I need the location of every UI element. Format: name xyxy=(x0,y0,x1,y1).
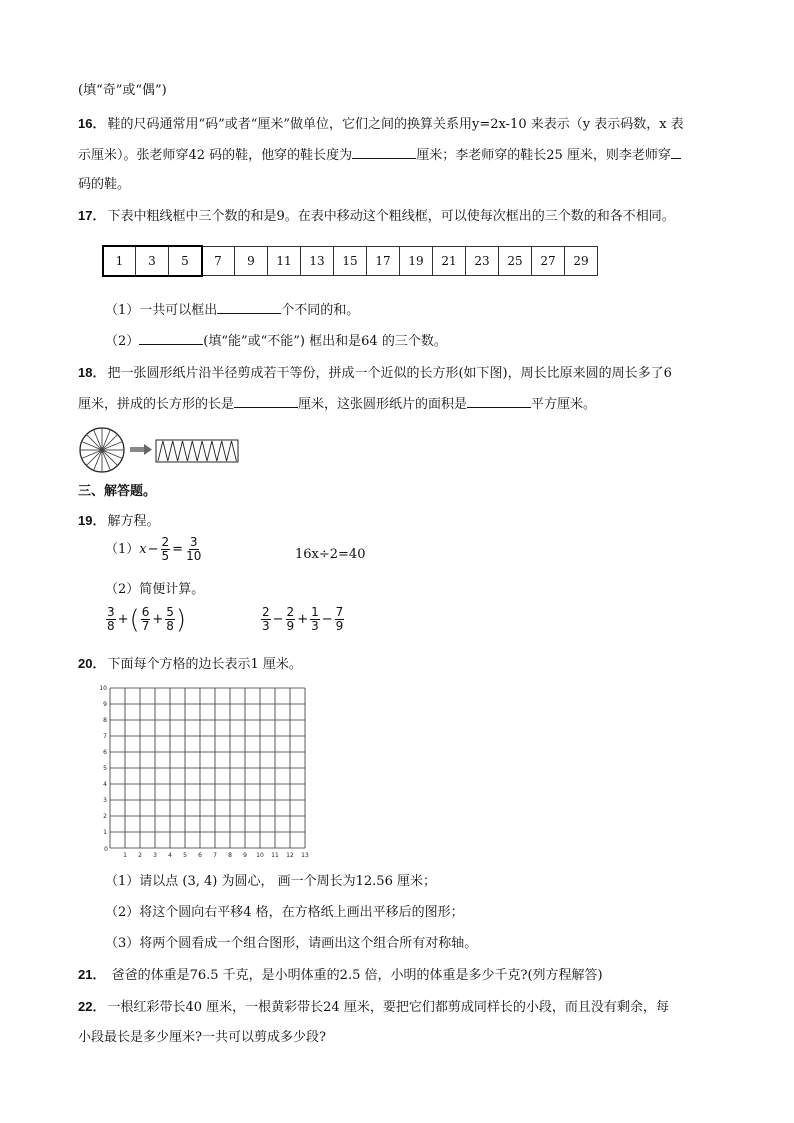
denominator: 8 xyxy=(166,619,174,633)
question-21-number: 21． xyxy=(78,967,106,982)
x-tick-label: 6 xyxy=(198,852,202,859)
fraction-2-5 xyxy=(161,536,171,563)
x-tick-label: 1 xyxy=(123,852,127,859)
numerator: 2 xyxy=(161,535,170,549)
question-16-text-1: 鞋的尺码通常用“码”或者“厘米”做单位，它们之间的换算关系用y=2x-10 来表示（y 表示码数，x 表 xyxy=(107,117,684,132)
question-21-line xyxy=(78,966,603,985)
arrow-icon xyxy=(130,444,152,455)
x-tick-label: 10 xyxy=(256,852,264,859)
minus-sign: − xyxy=(321,611,333,627)
question-17-sub-1b: 个不同的和。 xyxy=(281,303,360,318)
table-cell: 29 xyxy=(565,246,598,276)
equation-1-label: （1） xyxy=(105,541,140,557)
x-tick-label: 2 xyxy=(138,852,142,859)
question-17-sub-2b: (填“能”或“不能”) 框出和是64 的三个数。 xyxy=(203,334,447,349)
table-cell: 27 xyxy=(532,246,565,276)
divided-circle xyxy=(80,428,124,472)
x-tick-label: 4 xyxy=(168,852,172,859)
question-19-text: 解方程。 xyxy=(107,514,160,529)
grid-paper[interactable] xyxy=(90,682,340,864)
equation-1-equals: = xyxy=(172,541,184,557)
plus-sign: + xyxy=(297,611,309,627)
y-tick-label: 2 xyxy=(103,813,107,820)
fraction-7-9 xyxy=(335,606,345,633)
question-16-line-1 xyxy=(78,115,684,134)
x-tick-label: 5 xyxy=(183,852,187,859)
y-tick-label: 8 xyxy=(103,717,107,724)
y-tick-label: 5 xyxy=(103,765,107,772)
section-heading-3: 三、解答题。 xyxy=(78,484,157,499)
calculation-2 xyxy=(260,606,345,633)
denominator: 3 xyxy=(262,619,270,633)
table-cell: 3 xyxy=(136,246,169,276)
question-17-text: 下表中粗线框中三个数的和是9。在表中移动这个粗线框，可以使每次框出的三个数的和各不相同。 xyxy=(107,209,675,224)
left-paren: ( xyxy=(129,604,140,635)
question-16-text-2a: 示厘米）。张老师穿42 码的鞋，他穿的鞋长度为 xyxy=(78,148,353,163)
calculation-1 xyxy=(105,606,186,633)
equation-1-variable: x xyxy=(139,541,147,557)
question-17-line xyxy=(78,207,675,226)
question-20-sub-1: （1）请以点 (3, 4) 为圆心， 画一个周长为12.56 厘米； xyxy=(105,874,436,889)
equation-2: 16x÷2=40 xyxy=(295,547,366,562)
answer-blank-different-sums[interactable] xyxy=(217,301,281,314)
answer-blank-shoe-size[interactable] xyxy=(671,146,681,159)
x-tick-label: 3 xyxy=(153,852,157,859)
table-cell: 25 xyxy=(499,246,532,276)
fraction-3-8 xyxy=(106,606,116,633)
table-cell: 15 xyxy=(334,246,367,276)
circle-to-rectangle-figure xyxy=(78,425,240,475)
question-18-line-2 xyxy=(78,395,596,414)
y-tick-label: 7 xyxy=(103,733,107,740)
question-16-text-2b: 厘米；李老师穿的鞋长25 厘米，则李老师穿 xyxy=(416,148,671,163)
table-cell: 19 xyxy=(400,246,433,276)
table-cell: 23 xyxy=(466,246,499,276)
question-16-text-3: 码的鞋。 xyxy=(78,177,131,192)
minus-sign: − xyxy=(272,611,284,627)
question-18-number: 18． xyxy=(78,365,106,380)
question-17-sub-2a: （2） xyxy=(105,334,140,349)
table-cell: 7 xyxy=(202,246,235,276)
table-cell: 5 xyxy=(169,246,202,276)
y-tick-label: 9 xyxy=(103,701,107,708)
answer-blank-rectangle-length[interactable] xyxy=(234,395,298,408)
numerator: 2 xyxy=(286,605,295,619)
denominator: 7 xyxy=(141,619,150,633)
question-20-text: 下面每个方格的边长表示1 厘米。 xyxy=(107,657,302,672)
plus-sign: + xyxy=(117,611,129,627)
question-18-text-1: 把一张圆形纸片沿半径剪成若干等份，拼成一个近似的长方形(如下图)，周长比原来圆的周长多了6 xyxy=(107,366,672,381)
question-17-number: 17． xyxy=(78,208,106,223)
denominator: 9 xyxy=(286,619,295,633)
table-cell: 21 xyxy=(433,246,466,276)
question-20-line xyxy=(78,655,302,674)
y-tick-label: 6 xyxy=(103,749,107,756)
question-22-text-2: 小段最长是多少厘米?一共可以剪成多少段? xyxy=(78,1030,326,1045)
x-tick-label: 8 xyxy=(228,852,232,859)
question-19-line xyxy=(78,512,159,531)
fraction-1-3 xyxy=(310,606,320,633)
y-tick-label: 4 xyxy=(103,781,107,788)
equation-1 xyxy=(105,536,203,563)
question-18-line-1 xyxy=(78,364,672,383)
question-17-sub-1 xyxy=(105,301,359,320)
answer-blank-can-or-cannot[interactable] xyxy=(139,332,203,345)
answer-blank-shoe-length[interactable] xyxy=(352,146,416,159)
denominator: 5 xyxy=(161,549,170,563)
numerator: 6 xyxy=(141,605,150,619)
denominator: 10 xyxy=(186,549,202,563)
table-cell: 11 xyxy=(268,246,301,276)
table-cell: 17 xyxy=(367,246,400,276)
numerator: 2 xyxy=(262,605,270,619)
numerator: 7 xyxy=(335,605,344,619)
bold-frame xyxy=(102,245,203,277)
question-18-text-2c: 平方厘米。 xyxy=(531,397,597,412)
question-20-number: 20． xyxy=(78,656,106,671)
denominator: 9 xyxy=(335,619,344,633)
question-18-text-2a: 厘米，拼成的长方形的长是 xyxy=(78,397,235,412)
answer-blank-circle-area[interactable] xyxy=(467,395,531,408)
right-paren: ) xyxy=(175,604,187,635)
question-21-text: 爸爸的体重是76.5 千克，是小明体重的2.5 倍，小明的体重是多少千克?(列方程解答) xyxy=(107,968,603,983)
x-tick-label: 12 xyxy=(286,852,294,859)
question-16-line-2 xyxy=(78,146,681,165)
x-tick-label: 9 xyxy=(243,852,247,859)
fraction-3-10 xyxy=(185,536,202,563)
x-tick-label: 13 xyxy=(301,852,309,859)
numerator: 5 xyxy=(166,605,174,619)
denominator: 3 xyxy=(311,619,319,633)
approximate-rectangle xyxy=(156,440,238,462)
fraction-2-3 xyxy=(261,606,271,633)
table-cell: 1 xyxy=(103,246,136,276)
table-cell: 9 xyxy=(235,246,268,276)
x-tick-label: 7 xyxy=(213,852,217,859)
fill-hint-odd-even: (填“奇”或“偶”) xyxy=(78,83,167,98)
table-cell: 13 xyxy=(301,246,334,276)
question-20-sub-2: （2）将这个圆向右平移4 格，在方格纸上画出平移后的图形； xyxy=(105,905,464,920)
question-19-number: 19． xyxy=(78,513,106,528)
question-22-text-1: 一根红彩带长40 厘米，一根黄彩带长24 厘米，要把它们都剪成同样长的小段，而且没有剩余，每 xyxy=(107,1000,669,1015)
fraction-2-9 xyxy=(286,606,296,633)
y-tick-label: 1 xyxy=(103,829,107,836)
denominator: 8 xyxy=(107,619,115,633)
question-17-sub-2 xyxy=(105,332,447,351)
fraction-6-7 xyxy=(141,606,151,633)
question-16-number: 16． xyxy=(78,116,106,131)
question-22-number: 22． xyxy=(78,999,106,1014)
y-tick-label: 10 xyxy=(99,685,107,692)
question-18-text-2b: 厘米，这张圆形纸片的面积是 xyxy=(298,397,468,412)
question-20-sub-3: （3）将两个圆看成一个组合图形，请画出这个组合所有对称轴。 xyxy=(105,936,478,951)
plus-sign: + xyxy=(152,611,164,627)
equation-1-minus: − xyxy=(147,541,159,557)
question-17-sub-1a: （1）一共可以框出 xyxy=(105,303,218,318)
fraction-5-8 xyxy=(165,606,175,633)
y-tick-label: 3 xyxy=(103,797,107,804)
question-19-sub-2: （2）简便计算。 xyxy=(105,582,205,597)
numerator: 3 xyxy=(107,605,115,619)
x-tick-label: 11 xyxy=(271,852,279,859)
origin-label: 0 xyxy=(104,846,108,853)
question-22-line-1 xyxy=(78,998,669,1017)
numerator: 3 xyxy=(189,535,198,549)
numerator: 1 xyxy=(311,605,319,619)
